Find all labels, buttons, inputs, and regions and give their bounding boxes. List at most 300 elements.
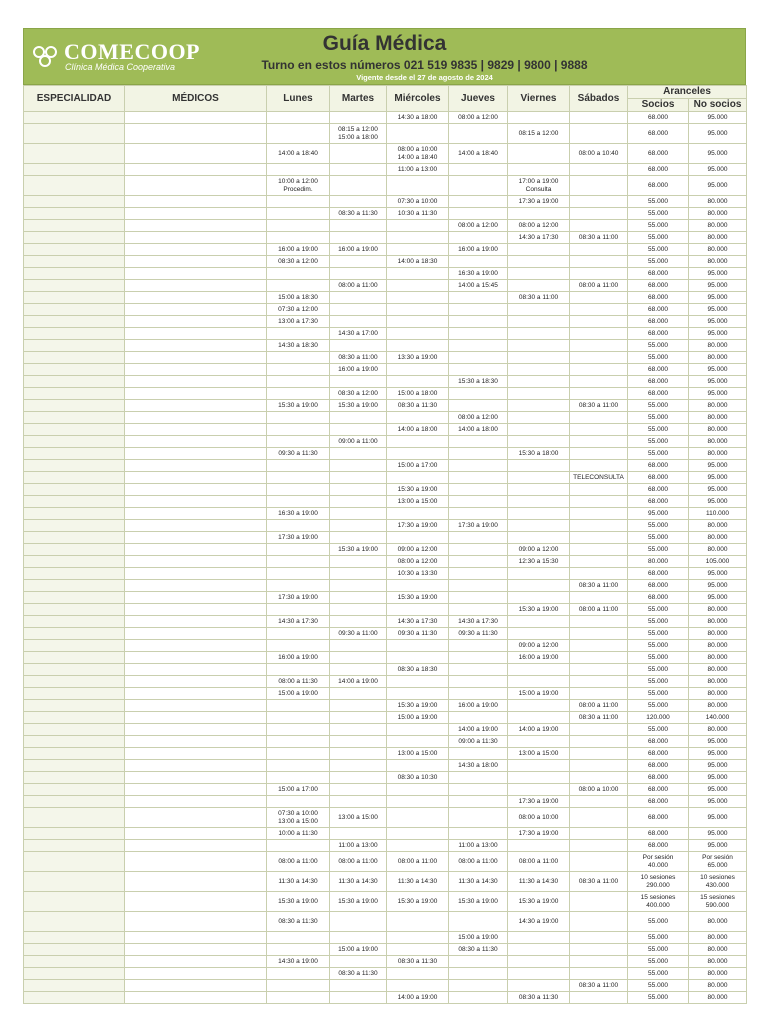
- medicos-cell: [125, 852, 267, 872]
- martes-cell: [330, 196, 387, 208]
- socios-fee-cell: 68.000: [628, 736, 689, 748]
- miercoles-cell: [387, 340, 449, 352]
- table-row: [24, 956, 747, 968]
- especialidad-cell: [24, 784, 125, 796]
- especialidad-cell: [24, 496, 125, 508]
- col-martes: Martes: [330, 86, 387, 112]
- miercoles-cell: [387, 604, 449, 616]
- sabados-cell: [570, 124, 628, 144]
- socios-fee-cell: 55.000: [628, 400, 689, 412]
- no-socios-fee-cell: 80.000: [689, 604, 747, 616]
- sabados-cell: [570, 340, 628, 352]
- table-row: [24, 496, 747, 508]
- lunes-cell: 07:30 a 12:00: [267, 304, 330, 316]
- no-socios-fee-cell: 80.000: [689, 448, 747, 460]
- martes-cell: [330, 748, 387, 760]
- table-row: [24, 568, 747, 580]
- miercoles-cell: 08:30 a 18:30: [387, 664, 449, 676]
- martes-cell: [330, 508, 387, 520]
- martes-cell: [330, 784, 387, 796]
- lunes-cell: [267, 544, 330, 556]
- viernes-cell: 08:15 a 12:00: [508, 124, 570, 144]
- table-row: [24, 616, 747, 628]
- no-socios-fee-cell: 80.000: [689, 520, 747, 532]
- socios-fee-cell: 68.000: [628, 592, 689, 604]
- lunes-cell: [267, 424, 330, 436]
- especialidad-cell: [24, 232, 125, 244]
- table-row: [24, 700, 747, 712]
- especialidad-cell: [24, 376, 125, 388]
- jueves-cell: [449, 556, 508, 568]
- miercoles-cell: [387, 760, 449, 772]
- no-socios-fee-cell: 95.000: [689, 316, 747, 328]
- martes-cell: [330, 712, 387, 724]
- lunes-cell: [267, 352, 330, 364]
- lunes-cell: [267, 472, 330, 484]
- medicos-cell: [125, 436, 267, 448]
- viernes-cell: 14:30 a 19:00: [508, 912, 570, 932]
- sabados-cell: 08:00 a 10:40: [570, 144, 628, 164]
- socios-fee-cell: 55.000: [628, 244, 689, 256]
- logo-text: COMECOOP: [64, 39, 200, 64]
- viernes-cell: [508, 676, 570, 688]
- jueves-cell: [449, 592, 508, 604]
- socios-fee-cell: Por sesión 40.000: [628, 852, 689, 872]
- martes-cell: [330, 604, 387, 616]
- no-socios-fee-cell: 95.000: [689, 796, 747, 808]
- lunes-cell: 14:30 a 18:30: [267, 340, 330, 352]
- jueves-cell: [449, 992, 508, 1004]
- martes-cell: 11:00 a 13:00: [330, 840, 387, 852]
- martes-cell: [330, 484, 387, 496]
- especialidad-cell: [24, 968, 125, 980]
- no-socios-fee-cell: 80.000: [689, 244, 747, 256]
- lunes-cell: 15:30 a 19:00: [267, 400, 330, 412]
- especialidad-cell: [24, 840, 125, 852]
- lunes-cell: [267, 968, 330, 980]
- col-viernes: Viernes: [508, 86, 570, 112]
- sabados-cell: [570, 376, 628, 388]
- jueves-cell: [449, 580, 508, 592]
- martes-cell: 15:30 a 19:00: [330, 400, 387, 412]
- sabados-cell: [570, 616, 628, 628]
- medicos-cell: [125, 460, 267, 472]
- table-row: [24, 532, 747, 544]
- jueves-cell: 09:00 a 11:30: [449, 736, 508, 748]
- sabados-cell: [570, 912, 628, 932]
- medicos-cell: [125, 736, 267, 748]
- jueves-cell: 08:00 a 12:00: [449, 220, 508, 232]
- miercoles-cell: [387, 676, 449, 688]
- lunes-cell: 17:30 a 19:00: [267, 532, 330, 544]
- no-socios-fee-cell: 95.000: [689, 164, 747, 176]
- martes-cell: [330, 640, 387, 652]
- table-row: [24, 340, 747, 352]
- sabados-cell: 08:00 a 11:00: [570, 280, 628, 292]
- viernes-cell: [508, 700, 570, 712]
- lunes-cell: [267, 268, 330, 280]
- table-row: [24, 640, 747, 652]
- table-row: [24, 664, 747, 676]
- no-socios-fee-cell: 95.000: [689, 472, 747, 484]
- viernes-cell: 17:00 a 19:00 Consulta: [508, 176, 570, 196]
- socios-fee-cell: 55.000: [628, 664, 689, 676]
- viernes-cell: [508, 304, 570, 316]
- miercoles-cell: 09:30 a 11:30: [387, 628, 449, 640]
- martes-cell: 08:30 a 12:00: [330, 388, 387, 400]
- viernes-cell: [508, 568, 570, 580]
- viernes-cell: 17:30 a 19:00: [508, 828, 570, 840]
- jueves-cell: [449, 232, 508, 244]
- martes-cell: [330, 772, 387, 784]
- lunes-cell: 16:30 a 19:00: [267, 508, 330, 520]
- sabados-cell: [570, 508, 628, 520]
- viernes-cell: [508, 472, 570, 484]
- jueves-cell: [449, 828, 508, 840]
- miercoles-cell: [387, 124, 449, 144]
- table-row: [24, 968, 747, 980]
- martes-cell: [330, 164, 387, 176]
- medicos-cell: [125, 508, 267, 520]
- viernes-cell: [508, 412, 570, 424]
- socios-fee-cell: 55.000: [628, 340, 689, 352]
- viernes-cell: 15:30 a 19:00: [508, 604, 570, 616]
- viernes-cell: [508, 328, 570, 340]
- viernes-cell: 11:30 a 14:30: [508, 872, 570, 892]
- especialidad-cell: [24, 616, 125, 628]
- medicos-cell: [125, 604, 267, 616]
- viernes-cell: [508, 772, 570, 784]
- sabados-cell: [570, 292, 628, 304]
- especialidad-cell: [24, 472, 125, 484]
- jueves-cell: [449, 664, 508, 676]
- medicos-cell: [125, 828, 267, 840]
- jueves-cell: [449, 748, 508, 760]
- socios-fee-cell: 55.000: [628, 724, 689, 736]
- sabados-cell: [570, 520, 628, 532]
- martes-cell: [330, 760, 387, 772]
- sabados-cell: [570, 556, 628, 568]
- miercoles-cell: [387, 508, 449, 520]
- medicos-cell: [125, 280, 267, 292]
- viernes-cell: 08:00 a 10:00: [508, 808, 570, 828]
- table-row: [24, 688, 747, 700]
- sabados-cell: [570, 652, 628, 664]
- miercoles-cell: 09:00 a 12:00: [387, 544, 449, 556]
- viernes-cell: [508, 508, 570, 520]
- no-socios-fee-cell: 80.000: [689, 700, 747, 712]
- miercoles-cell: [387, 176, 449, 196]
- medicos-cell: [125, 472, 267, 484]
- table-row: [24, 724, 747, 736]
- lunes-cell: [267, 736, 330, 748]
- no-socios-fee-cell: 80.000: [689, 652, 747, 664]
- miercoles-cell: [387, 532, 449, 544]
- miercoles-cell: [387, 944, 449, 956]
- martes-cell: [330, 292, 387, 304]
- martes-cell: 08:30 a 11:30: [330, 208, 387, 220]
- medicos-cell: [125, 840, 267, 852]
- socios-fee-cell: 55.000: [628, 532, 689, 544]
- table-row: [24, 852, 747, 872]
- sabados-cell: 08:00 a 11:00: [570, 700, 628, 712]
- medicos-cell: [125, 496, 267, 508]
- socios-fee-cell: 68.000: [628, 748, 689, 760]
- no-socios-fee-cell: 95.000: [689, 592, 747, 604]
- socios-fee-cell: 68.000: [628, 496, 689, 508]
- sabados-cell: 08:30 a 11:00: [570, 872, 628, 892]
- table-row: [24, 796, 747, 808]
- martes-cell: 09:00 a 11:00: [330, 436, 387, 448]
- especialidad-cell: [24, 352, 125, 364]
- viernes-cell: [508, 956, 570, 968]
- table-row: [24, 328, 747, 340]
- medicos-cell: [125, 616, 267, 628]
- especialidad-cell: [24, 712, 125, 724]
- table-row: [24, 292, 747, 304]
- col-lunes: Lunes: [267, 86, 330, 112]
- no-socios-fee-cell: 95.000: [689, 268, 747, 280]
- no-socios-fee-cell: 80.000: [689, 256, 747, 268]
- medicos-cell: [125, 784, 267, 796]
- miercoles-cell: [387, 232, 449, 244]
- viernes-cell: [508, 532, 570, 544]
- viernes-cell: [508, 760, 570, 772]
- socios-fee-cell: 55.000: [628, 640, 689, 652]
- appointment-phones: Turno en estos números 021 519 9835 | 9829 | 9800 | 9888: [261, 58, 588, 72]
- sabados-cell: 08:00 a 11:00: [570, 604, 628, 616]
- table-row: [24, 112, 747, 124]
- table-row: [24, 472, 747, 484]
- martes-cell: 14:30 a 17:00: [330, 328, 387, 340]
- viernes-cell: [508, 520, 570, 532]
- schedule-table: [23, 85, 747, 1004]
- sabados-cell: [570, 748, 628, 760]
- martes-cell: [330, 268, 387, 280]
- col-especialidad: ESPECIALIDAD: [24, 86, 125, 112]
- socios-fee-cell: 68.000: [628, 472, 689, 484]
- table-row: [24, 604, 747, 616]
- sabados-cell: [570, 220, 628, 232]
- martes-cell: [330, 112, 387, 124]
- medicos-cell: [125, 376, 267, 388]
- miercoles-cell: 15:00 a 18:00: [387, 388, 449, 400]
- sabados-cell: [570, 412, 628, 424]
- no-socios-fee-cell: 80.000: [689, 956, 747, 968]
- lunes-cell: 10:00 a 11:30: [267, 828, 330, 840]
- martes-cell: [330, 220, 387, 232]
- medicos-cell: [125, 232, 267, 244]
- miercoles-cell: 15:30 a 19:00: [387, 484, 449, 496]
- lunes-cell: 08:00 a 11:30: [267, 676, 330, 688]
- jueves-cell: [449, 460, 508, 472]
- table-row: [24, 556, 747, 568]
- especialidad-cell: [24, 340, 125, 352]
- lunes-cell: [267, 520, 330, 532]
- socios-fee-cell: 120.000: [628, 712, 689, 724]
- medicos-cell: [125, 968, 267, 980]
- socios-fee-cell: 68.000: [628, 760, 689, 772]
- viernes-cell: [508, 388, 570, 400]
- miercoles-cell: [387, 316, 449, 328]
- martes-cell: [330, 956, 387, 968]
- table-row: [24, 304, 747, 316]
- valid-from-date: Vigente desde el 27 de agosto de 2024: [356, 73, 493, 82]
- sabados-cell: [570, 760, 628, 772]
- especialidad-cell: [24, 112, 125, 124]
- table-row: [24, 784, 747, 796]
- medicos-cell: [125, 412, 267, 424]
- lunes-cell: 16:00 a 19:00: [267, 652, 330, 664]
- no-socios-fee-cell: 95.000: [689, 280, 747, 292]
- jueves-cell: 08:30 a 11:30: [449, 944, 508, 956]
- jueves-cell: [449, 436, 508, 448]
- lunes-cell: [267, 628, 330, 640]
- lunes-cell: 15:00 a 18:30: [267, 292, 330, 304]
- socios-fee-cell: 55.000: [628, 628, 689, 640]
- lunes-cell: [267, 436, 330, 448]
- medicos-cell: [125, 956, 267, 968]
- socios-fee-cell: 10 sesiones 290.000: [628, 872, 689, 892]
- no-socios-fee-cell: 95.000: [689, 292, 747, 304]
- socios-fee-cell: 55.000: [628, 424, 689, 436]
- sabados-cell: [570, 304, 628, 316]
- socios-fee-cell: 55.000: [628, 616, 689, 628]
- no-socios-fee-cell: 95.000: [689, 568, 747, 580]
- medicos-cell: [125, 176, 267, 196]
- table-row: [24, 980, 747, 992]
- martes-cell: [330, 592, 387, 604]
- martes-cell: 08:15 a 12:00 15:00 a 18:00: [330, 124, 387, 144]
- socios-fee-cell: 68.000: [628, 784, 689, 796]
- sabados-cell: [570, 436, 628, 448]
- sabados-cell: [570, 164, 628, 176]
- viernes-cell: [508, 592, 570, 604]
- miercoles-cell: [387, 220, 449, 232]
- lunes-cell: [267, 748, 330, 760]
- medicos-cell: [125, 316, 267, 328]
- no-socios-fee-cell: 80.000: [689, 968, 747, 980]
- socios-fee-cell: 68.000: [628, 796, 689, 808]
- martes-cell: [330, 688, 387, 700]
- lunes-cell: [267, 388, 330, 400]
- jueves-cell: [449, 124, 508, 144]
- lunes-cell: 08:30 a 11:30: [267, 912, 330, 932]
- miercoles-cell: [387, 652, 449, 664]
- viernes-cell: [508, 784, 570, 796]
- martes-cell: [330, 736, 387, 748]
- especialidad-cell: [24, 700, 125, 712]
- sabados-cell: [570, 388, 628, 400]
- viernes-cell: 08:00 a 12:00: [508, 220, 570, 232]
- no-socios-fee-cell: 95.000: [689, 328, 747, 340]
- miercoles-cell: [387, 268, 449, 280]
- socios-fee-cell: 55.000: [628, 980, 689, 992]
- no-socios-fee-cell: 15 sesiones 590.000: [689, 892, 747, 912]
- table-row: [24, 400, 747, 412]
- martes-cell: [330, 664, 387, 676]
- no-socios-fee-cell: 95.000: [689, 112, 747, 124]
- sabados-cell: 08:30 a 11:00: [570, 232, 628, 244]
- table-row: [24, 544, 747, 556]
- viernes-cell: 14:30 a 17:30: [508, 232, 570, 244]
- table-row: [24, 244, 747, 256]
- martes-cell: [330, 144, 387, 164]
- especialidad-cell: [24, 304, 125, 316]
- jueves-cell: [449, 968, 508, 980]
- lunes-cell: [267, 944, 330, 956]
- especialidad-cell: [24, 436, 125, 448]
- especialidad-cell: [24, 388, 125, 400]
- jueves-cell: [449, 796, 508, 808]
- miercoles-cell: [387, 828, 449, 840]
- medicos-cell: [125, 992, 267, 1004]
- no-socios-fee-cell: 95.000: [689, 364, 747, 376]
- medicos-cell: [125, 244, 267, 256]
- miercoles-cell: 14:00 a 18:30: [387, 256, 449, 268]
- lunes-cell: [267, 232, 330, 244]
- martes-cell: [330, 932, 387, 944]
- medicos-cell: [125, 664, 267, 676]
- sabados-cell: [570, 676, 628, 688]
- jueves-cell: 17:30 a 19:00: [449, 520, 508, 532]
- medicos-cell: [125, 328, 267, 340]
- especialidad-cell: [24, 808, 125, 828]
- especialidad-cell: [24, 604, 125, 616]
- martes-cell: [330, 568, 387, 580]
- martes-cell: 15:00 a 19:00: [330, 944, 387, 956]
- jueves-cell: 09:30 a 11:30: [449, 628, 508, 640]
- col-jueves: Jueves: [449, 86, 508, 112]
- miercoles-cell: [387, 472, 449, 484]
- no-socios-fee-cell: 80.000: [689, 912, 747, 932]
- no-socios-fee-cell: 80.000: [689, 424, 747, 436]
- jueves-cell: 14:30 a 17:30: [449, 616, 508, 628]
- especialidad-cell: [24, 196, 125, 208]
- no-socios-fee-cell: 80.000: [689, 932, 747, 944]
- martes-cell: [330, 992, 387, 1004]
- medicos-cell: [125, 388, 267, 400]
- jueves-cell: [449, 304, 508, 316]
- miercoles-cell: 14:30 a 17:30: [387, 616, 449, 628]
- lunes-cell: [267, 568, 330, 580]
- socios-fee-cell: 80.000: [628, 556, 689, 568]
- especialidad-cell: [24, 280, 125, 292]
- sabados-cell: [570, 968, 628, 980]
- no-socios-fee-cell: 95.000: [689, 736, 747, 748]
- medicos-cell: [125, 424, 267, 436]
- sabados-cell: [570, 568, 628, 580]
- especialidad-cell: [24, 676, 125, 688]
- especialidad-cell: [24, 724, 125, 736]
- miercoles-cell: 10:30 a 11:30: [387, 208, 449, 220]
- jueves-cell: 16:00 a 19:00: [449, 244, 508, 256]
- lunes-cell: [267, 840, 330, 852]
- sabados-cell: [570, 592, 628, 604]
- col-miercoles: Miércoles: [387, 86, 449, 112]
- viernes-cell: [508, 484, 570, 496]
- table-row: [24, 508, 747, 520]
- medicos-cell: [125, 932, 267, 944]
- miercoles-cell: 15:30 a 19:00: [387, 592, 449, 604]
- especialidad-cell: [24, 208, 125, 220]
- table-row: [24, 628, 747, 640]
- socios-fee-cell: 68.000: [628, 124, 689, 144]
- miercoles-cell: 11:00 a 13:00: [387, 164, 449, 176]
- socios-fee-cell: 55.000: [628, 412, 689, 424]
- medicos-cell: [125, 724, 267, 736]
- martes-cell: [330, 700, 387, 712]
